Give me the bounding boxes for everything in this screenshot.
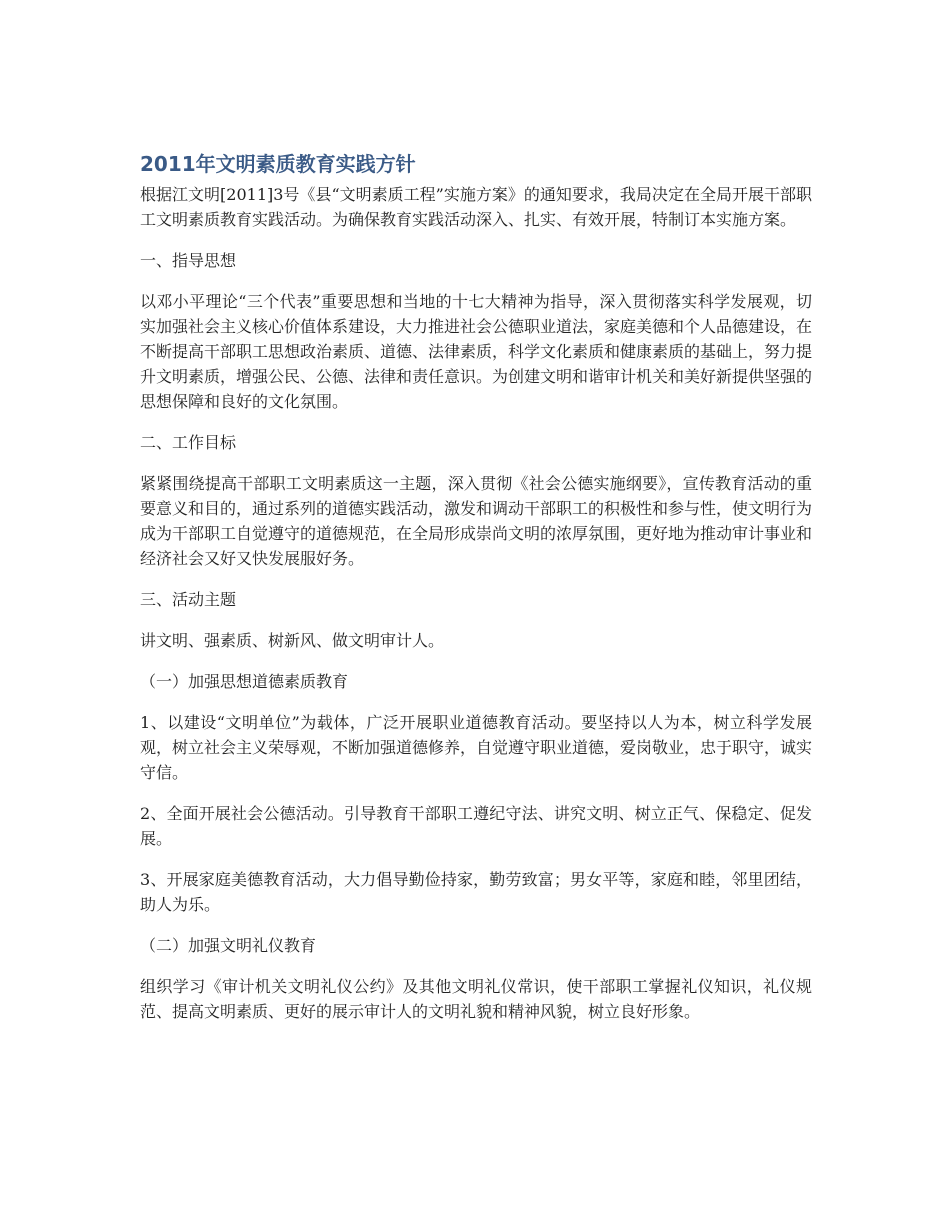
moral-education-item-3: 3、开展家庭美德教育活动，大力倡导勤俭持家，勤劳致富；男女平等，家庭和睦，邻里团结，助人为乐。 xyxy=(140,870,812,914)
subsection-heading-moral-education: （一）加强思想道德素质教育 xyxy=(140,672,349,691)
intro-paragraph: 根据江文明[2011]3号《县“文明素质工程”实施方案》的通知要求，我局决定在全局开展干部职工文明素质教育实践活动。为确保教育实践活动深入、扎实、有效开展，特制订本实施方案。 xyxy=(140,185,812,229)
section-heading-work-goals: 二、工作目标 xyxy=(140,433,237,452)
subsection-heading-etiquette-education: （二）加强文明礼仪教育 xyxy=(140,936,317,955)
work-goals-paragraph: 紧紧围绕提高干部职工文明素质这一主题，深入贯彻《社会公德实施纲要》，宣传教育活动的重要意义和目的，通过系列的道德实践活动，激发和调动干部职工的积极性和参与性，使文明行为成为干部职工自觉遵守的道德规范，在全局形成崇尚文明的浓厚氛围，更好地为推动审计事业和经济社会又好又快发展服好务。 xyxy=(140,474,813,568)
activity-theme-paragraph: 讲文明、强素质、树新风、做文明审计人。 xyxy=(140,631,445,650)
guiding-ideology-paragraph: 以邓小平理论“三个代表”重要思想和当地的十七大精神为指导，深入贯彻落实科学发展观，切实加强社会主义核心价值体系建设，大力推进社会公德职业道法，家庭美德和个人品德建设，在不断提高干部职工思想政治素质、道德、法律素质，科学文化素质和健康素质的基础上，努力提升文明素质，增强公民、公德、法律和责任意识。为创建文明和谐审计机关和美好新提供坚强的思想保障和良好的文化氛围。 xyxy=(140,292,813,411)
document-title: 2011年文明素质教育实践方针 xyxy=(140,152,416,176)
moral-education-item-1: 1、以建设“文明单位”为载体，广泛开展职业道德教育活动。要坚持以人为本，树立科学发展观，树立社会主义荣辱观，不断加强道德修养，自觉遵守职业道德，爱岗敬业，忠于职守，诚实守信。 xyxy=(140,713,813,782)
document-page xyxy=(140,150,812,1040)
moral-education-item-2: 2、全面开展社会公德活动。引导教育干部职工遵纪守法、讲究文明、树立正气、保稳定、促发展。 xyxy=(140,804,812,848)
etiquette-education-paragraph: 组织学习《审计机关文明礼仪公约》及其他文明礼仪常识，使干部职工掌握礼仪知识，礼仪规范、提高文明素质、更好的展示审计人的文明礼貌和精神风貌，树立良好形象。 xyxy=(140,977,812,1021)
section-heading-activity-theme: 三、活动主题 xyxy=(140,590,237,609)
section-heading-guiding-ideology: 一、指导思想 xyxy=(140,251,237,270)
